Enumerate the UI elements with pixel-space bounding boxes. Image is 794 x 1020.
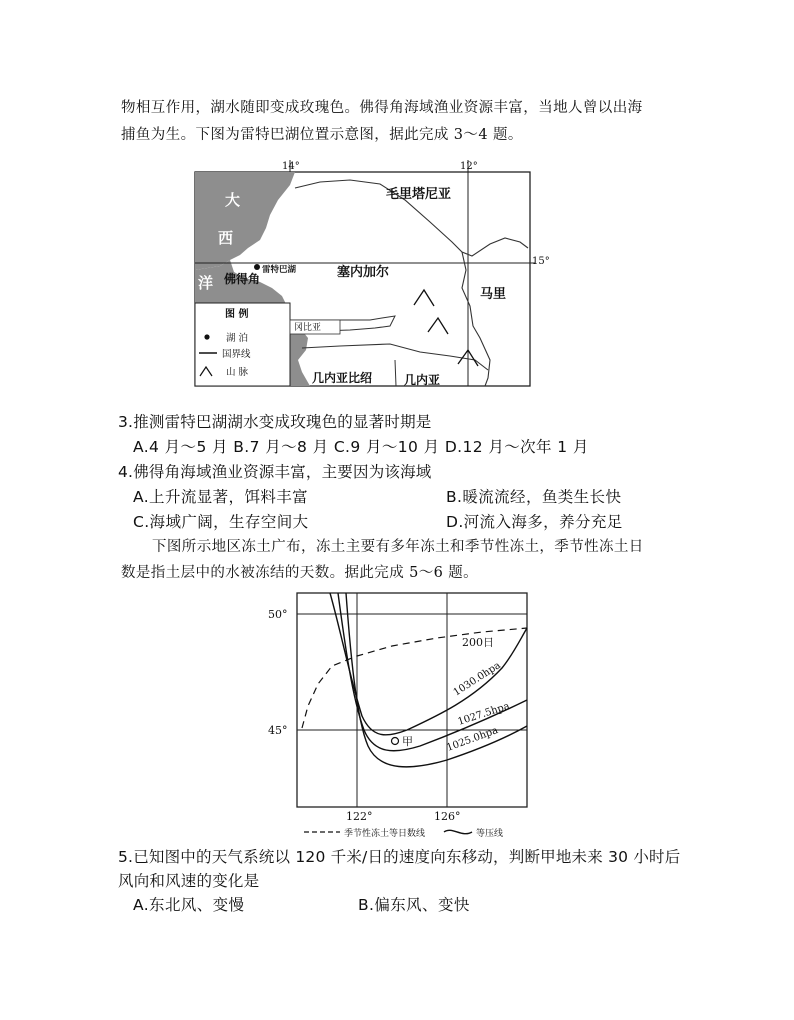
lon-126-label: 126° [434, 810, 461, 823]
legend-title: 图 例 [225, 309, 249, 320]
q5-stem-line-1: 5.已知图中的天气系统以 120 千米/日的速度向东移动，判断甲地未来 30 小时后 [118, 848, 681, 866]
q5-stem-line-2: 风向和风速的变化是 [118, 872, 260, 890]
legend-lake: 湖 泊 [226, 333, 249, 344]
guinea-bissau-label: 几内亚比绍 [312, 371, 373, 385]
intro2-line-2: 数是指土层中的水被冻结的天数。据此完成 5～6 题。 [121, 565, 479, 581]
q5-option-a: A.东北风、变慢 [133, 896, 245, 914]
ocean-label-yang: 洋 [198, 274, 214, 292]
intro-line-1: 物相互作用，湖水随即变成玫瑰色。佛得角海域渔业资源丰富，当地人曾以出海 [121, 100, 643, 116]
mali-label: 马里 [480, 287, 507, 302]
q4-option-c: C.海域广阔，生存空间大 [133, 513, 309, 531]
lat-15-label: 15° [532, 256, 550, 267]
lon-122-label: 122° [346, 810, 373, 823]
iso-1025-label: 1025.0hpa [445, 725, 500, 754]
iso-1030-label: 1030.0hpa [451, 659, 503, 699]
q4-option-a: A.上升流显著，饵料丰富 [133, 488, 309, 506]
lat-50-label: 50° [268, 608, 288, 621]
q4-option-d: D.河流入海多，养分充足 [446, 513, 623, 531]
guinea-label: 几内亚 [404, 373, 441, 387]
q4-option-b: B.暖流流经，鱼类生长快 [446, 488, 622, 506]
isobar-map [262, 588, 542, 840]
lon-14-label: 14° [282, 161, 300, 172]
lake-retba-dot [254, 264, 260, 270]
gambia-label: 冈比亚 [294, 323, 322, 333]
lake-retba-map [190, 160, 550, 390]
q3-options: A.4 月～5 月 B.7 月～8 月 C.9 月～10 月 D.12 月～次年 1 月 [133, 438, 589, 456]
lat-45-label: 45° [268, 724, 288, 737]
legend-border: 国界线 [222, 349, 251, 360]
legend-mountain: 山 脉 [226, 367, 249, 378]
intro-line-2: 捕鱼为生。下图为雷特巴湖位置示意图，据此完成 3～4 题。 [121, 127, 523, 143]
legend-dashed-label: 季节性冻土等日数线 [344, 829, 426, 839]
point-jia-label: 甲 [402, 735, 413, 748]
lake-retba-label: 雷特巴湖 [262, 265, 297, 275]
senegal-label: 塞内加尔 [337, 265, 390, 280]
ocean-label-da: 大 [225, 191, 241, 209]
iso-1027-label: 1027.5hpa [456, 700, 512, 728]
q3-stem: 3.推测雷特巴湖湖水变成玫瑰色的显著时期是 [118, 413, 432, 431]
ocean-label-xi: 西 [218, 229, 234, 247]
legend-solid-label: 等压线 [476, 829, 504, 839]
lon-12-label: 12° [460, 161, 478, 172]
point-jia [392, 738, 399, 745]
cape-verde-label: 佛得角 [224, 272, 261, 286]
legend-lake-dot [204, 334, 209, 339]
intro2-line-1: 下图所示地区冻土广布，冻土主要有多年冻土和季节性冻土，季节性冻土日 [152, 539, 644, 555]
q4-stem: 4.佛得角海域渔业资源丰富，主要因为该海域 [118, 463, 432, 481]
days-200-label: 200日 [462, 636, 494, 649]
mauritania-label: 毛里塔尼亚 [386, 187, 452, 202]
q5-option-b: B.偏东风、变快 [358, 896, 470, 914]
